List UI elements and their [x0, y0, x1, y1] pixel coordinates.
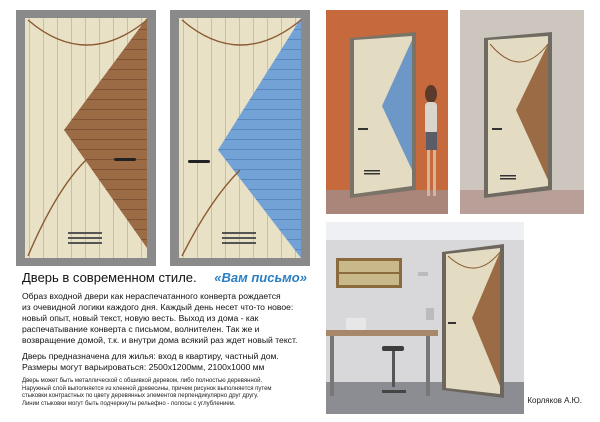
description-paragraph — [22, 291, 322, 346]
paragraph-line: распечатывание конверта с письмом, волнителен. Так же и — [22, 324, 260, 334]
photo-door-grey-wall — [460, 10, 584, 214]
note-line: Дверь может быть металлической с обшивкой деревом, либо полностью деревянной. — [22, 378, 263, 384]
title-main: Дверь в современном стиле. — [22, 270, 197, 285]
note-line: стыковки контрастных по цвету деревянных элементов перпендикулярно друг другу. — [22, 393, 259, 399]
page-title — [22, 270, 307, 285]
note-line: Линии стыковки могут быть подчеркнуты рельефно - полосы с углублением. — [22, 400, 236, 407]
paragraph-line: Образ входной двери как нераспечатанного конверта рождается — [22, 291, 281, 301]
purpose-paragraph — [22, 351, 322, 373]
door-render-wood — [16, 10, 156, 266]
paragraph-line: новый опыт, новый текст, новую весть. Выход из дома - как — [22, 313, 259, 323]
title-subtitle: «Вам письмо» — [214, 270, 307, 285]
photo-door-orange-wall — [326, 10, 448, 214]
note-line: Наружный слой выполняется из клееной древесины, причем рисунок выполняется путем — [22, 385, 272, 392]
construction-notes — [22, 378, 322, 408]
paragraph-line: возвращение домой, т.к. и внутри дома всякий раз ждет новый текст. — [22, 335, 298, 345]
photo-interior-door — [326, 222, 524, 414]
paragraph-line: Размеры могут варьироваться: 2500х1200мм, 2100х1000 мм — [22, 362, 265, 372]
paragraph-line: из очевидной логики каждого дня. Каждый день несет что-то новое: — [22, 302, 294, 312]
paragraph-line: Дверь предназначена для жилья: вход в квартиру, частный дом. — [22, 351, 279, 361]
door-render-blue — [170, 10, 310, 266]
author-signature: Корляков А.Ю. — [527, 396, 582, 405]
